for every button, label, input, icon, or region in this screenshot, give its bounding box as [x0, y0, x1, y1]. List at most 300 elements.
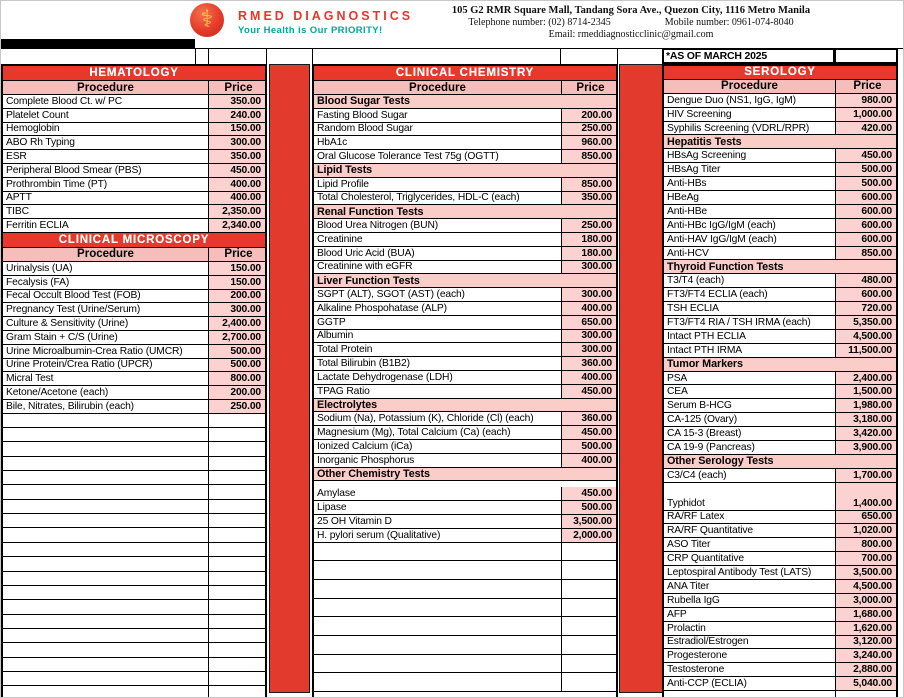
price-cell: 650.00	[836, 511, 896, 524]
price-cell: 300.00	[562, 343, 616, 356]
price-cell: 3,500.00	[836, 566, 896, 579]
procedure-cell: ESR	[3, 150, 209, 163]
price-cell: 350.00	[562, 192, 616, 205]
procedure-cell: Alkaline Phospohatase (ALP)	[314, 302, 562, 315]
contact-line	[397, 17, 865, 28]
table-row	[3, 386, 265, 400]
procedure-cell: Serum B-HCG	[664, 399, 836, 412]
price-cell: 800.00	[209, 372, 265, 385]
procedure-cell: Dengue Duo (NS1, IgG, IgM)	[664, 94, 836, 107]
spacer-row	[664, 483, 896, 497]
price-cell: 3,500.00	[562, 515, 616, 528]
table-row	[664, 288, 896, 302]
table-row	[314, 136, 616, 150]
price-cell	[209, 471, 265, 484]
procedure-cell: Total Protein	[314, 343, 562, 356]
procedure-cell: HBsAg Screening	[664, 149, 836, 162]
procedure-cell: Estradiol/Estrogen	[664, 636, 836, 649]
price-cell	[836, 483, 896, 497]
price-cell: 400.00	[562, 302, 616, 315]
procedure-cell: TSH ECLIA	[664, 302, 836, 315]
procedure-cell: HBsAg Titer	[664, 163, 836, 176]
procedure-cell: CA-125 (Ovary)	[664, 413, 836, 426]
procedure-cell	[314, 561, 562, 579]
empty-row	[3, 586, 265, 600]
empty-row	[314, 673, 616, 692]
procedure-cell: Urine Protein/Crea Ratio (UPCR)	[3, 359, 209, 372]
table-row	[314, 261, 616, 275]
price-cell: 200.00	[209, 290, 265, 303]
price-cell: 720.00	[836, 302, 896, 315]
procedure-cell: Fasting Blood Sugar	[314, 109, 562, 122]
brand-name: RMED DIAGNOSTICS	[238, 9, 414, 23]
price-cell: 450.00	[836, 149, 896, 162]
table-row	[314, 109, 616, 123]
price-cell: 400.00	[209, 178, 265, 191]
empty-row	[3, 514, 265, 528]
procedure-cell	[3, 586, 209, 599]
table-row	[664, 122, 896, 136]
price-cell	[562, 561, 616, 579]
table-row	[314, 219, 616, 233]
procedure-cell: RA/RF Quantitative	[664, 524, 836, 537]
table-row	[664, 385, 896, 399]
price-cell: 400.00	[209, 192, 265, 205]
procedure-cell	[3, 471, 209, 484]
procedure-cell: FT3/FT4 ECLIA (each)	[664, 288, 836, 301]
procedure-cell	[3, 485, 209, 498]
empty-row	[3, 528, 265, 542]
table-row	[314, 529, 616, 543]
price-cell: 300.00	[562, 261, 616, 274]
price-cell: 350.00	[209, 95, 265, 108]
procedure-cell: Anti-HBe	[664, 205, 836, 218]
procedure-cell: Albumin	[314, 330, 562, 343]
procedure-cell: TPAG Ratio	[314, 385, 562, 398]
price-cell: 300.00	[209, 136, 265, 149]
table-row	[314, 123, 616, 137]
section-header: Blood Sugar Tests	[314, 95, 616, 109]
table-row	[3, 219, 265, 233]
price-cell: 850.00	[562, 178, 616, 191]
section-header: Hepatitis Tests	[664, 135, 896, 149]
empty-row	[3, 643, 265, 657]
price-cell: 240.00	[209, 109, 265, 122]
price-cell: 300.00	[562, 288, 616, 301]
table-row	[3, 290, 265, 304]
grid-line	[195, 48, 196, 64]
brand-tagline: Your Health is Our PRIORITY!	[238, 25, 383, 36]
procedure-cell: Urinalysis (UA)	[3, 262, 209, 275]
section-header: Renal Function Tests	[314, 205, 616, 219]
procedure-cell: Platelet Count	[3, 109, 209, 122]
price-cell: 300.00	[209, 303, 265, 316]
procedure-cell: Anti-HBs	[664, 177, 836, 190]
procedure-cell: Rubella IgG	[664, 594, 836, 607]
grid-line	[560, 48, 561, 64]
empty-row	[3, 572, 265, 586]
price-header: Price	[209, 248, 265, 261]
table-row	[664, 372, 896, 386]
table-row	[3, 345, 265, 359]
procedure-cell: GGTP	[314, 316, 562, 329]
price-cell: 1,020.00	[836, 524, 896, 537]
caduceus-icon: ⚕	[200, 6, 214, 33]
procedure-header: Procedure	[3, 248, 209, 261]
red-separator-strip	[269, 64, 310, 693]
table-row	[3, 178, 265, 192]
table-row	[664, 219, 896, 233]
table-row	[664, 608, 896, 622]
price-header: Price	[562, 81, 616, 94]
price-cell	[209, 600, 265, 613]
procedure-cell	[3, 514, 209, 527]
procedure-cell: Total Cholesterol, Triglycerides, HDL-C (each)	[314, 192, 562, 205]
procedure-cell: Creatinine with eGFR	[314, 261, 562, 274]
price-cell: 150.00	[209, 123, 265, 136]
price-cell: 200.00	[209, 386, 265, 399]
procedure-cell	[314, 543, 562, 561]
price-cell: 420.00	[836, 122, 896, 135]
price-cell: 850.00	[836, 247, 896, 260]
table-row	[314, 371, 616, 385]
procedure-cell: CA 19-9 (Pancreas)	[664, 441, 836, 454]
price-cell: 500.00	[836, 163, 896, 176]
grid-line	[617, 48, 618, 64]
table-row	[3, 123, 265, 137]
price-cell	[209, 457, 265, 470]
table-row	[3, 331, 265, 345]
procedure-cell	[3, 672, 209, 685]
price-cell	[209, 514, 265, 527]
procedure-cell: Pregnancy Test (Urine/Serum)	[3, 303, 209, 316]
price-cell	[209, 500, 265, 513]
price-cell	[209, 643, 265, 656]
table-title: HEMATOLOGY	[3, 66, 265, 81]
table-row	[314, 150, 616, 164]
table-row	[314, 288, 616, 302]
procedure-cell	[3, 457, 209, 470]
procedure-cell: H. pylori serum (Qualitative)	[314, 529, 562, 542]
table-row	[3, 372, 265, 386]
table-row	[3, 192, 265, 206]
empty-row	[664, 691, 896, 698]
procedure-cell: Lactate Dehydrogenase (LDH)	[314, 371, 562, 384]
table-row	[3, 109, 265, 123]
procedure-cell: Fecalysis (FA)	[3, 276, 209, 289]
table-row	[664, 344, 896, 358]
table-row	[3, 95, 265, 109]
grid-line	[266, 48, 267, 64]
procedure-cell: Prothrombin Time (PT)	[3, 178, 209, 191]
table-row	[664, 663, 896, 677]
procedure-cell	[3, 500, 209, 513]
table-row	[664, 441, 896, 455]
section-header: Lipid Tests	[314, 164, 616, 178]
email-line: Email: rmeddiagnosticclinic@gmail.com	[548, 29, 714, 40]
procedure-cell: HbA1c	[314, 136, 562, 149]
price-cell: 1,620.00	[836, 622, 896, 635]
price-cell: 500.00	[562, 440, 616, 453]
table-row	[3, 164, 265, 178]
price-cell: 450.00	[562, 385, 616, 398]
price-cell	[209, 672, 265, 685]
price-cell: 200.00	[562, 109, 616, 122]
table-row	[314, 385, 616, 399]
table-row	[664, 177, 896, 191]
price-cell: 450.00	[209, 164, 265, 177]
empty-row	[314, 636, 616, 655]
table-title: CLINICAL MICROSCOPY	[3, 233, 265, 248]
table-row	[664, 399, 896, 413]
procedure-cell: Random Blood Sugar	[314, 123, 562, 136]
procedure-cell	[314, 617, 562, 635]
section-header: Other Serology Tests	[664, 455, 896, 469]
telephone-number: Telephone number: (02) 8714-2345	[468, 17, 611, 28]
empty-row	[3, 414, 265, 428]
divider-band	[1, 39, 195, 48]
procedure-cell: Leptospiral Antibody Test (LATS)	[664, 566, 836, 579]
table-row	[664, 247, 896, 261]
price-cell: 2,700.00	[209, 331, 265, 344]
table-row	[664, 149, 896, 163]
price-cell: 5,040.00	[836, 677, 896, 690]
table-row	[314, 178, 616, 192]
procedure-cell: Gram Stain + C/S (Urine)	[3, 331, 209, 344]
price-cell	[562, 580, 616, 598]
table-row	[314, 515, 616, 529]
price-cell: 1,500.00	[836, 385, 896, 398]
table-row	[664, 191, 896, 205]
procedure-cell	[314, 673, 562, 691]
price-cell: 2,880.00	[836, 663, 896, 676]
price-cell: 500.00	[562, 501, 616, 514]
procedure-cell	[314, 599, 562, 617]
grid-line	[208, 48, 209, 64]
table-row	[3, 400, 265, 414]
empty-row	[314, 599, 616, 618]
table-row	[664, 94, 896, 108]
empty-row	[314, 655, 616, 674]
table-row	[664, 302, 896, 316]
procedure-cell: Oral Glucose Tolerance Test 75g (OGTT)	[314, 150, 562, 163]
procedure-cell: CEA	[664, 385, 836, 398]
price-cell: 400.00	[562, 454, 616, 467]
table-row	[3, 317, 265, 331]
procedure-cell: Fecal Occult Blood Test (FOB)	[3, 290, 209, 303]
price-cell	[562, 636, 616, 654]
price-header: Price	[209, 81, 265, 94]
price-cell: 600.00	[836, 191, 896, 204]
table-row	[3, 276, 265, 290]
procedure-cell: Intact PTH ECLIA	[664, 330, 836, 343]
price-cell: 250.00	[209, 400, 265, 413]
table-row	[664, 538, 896, 552]
procedure-cell: PSA	[664, 372, 836, 385]
procedure-cell: Ketone/Acetone (each)	[3, 386, 209, 399]
procedure-cell: Urine Microalbumin-Crea Ratio (UMCR)	[3, 345, 209, 358]
empty-row	[3, 457, 265, 471]
table-row	[664, 413, 896, 427]
procedure-cell: Bile, Nitrates, Bilirubin (each)	[3, 400, 209, 413]
price-cell: 980.00	[836, 94, 896, 107]
procedure-cell: Inorganic Phosphorus	[314, 454, 562, 467]
procedure-cell	[314, 580, 562, 598]
table-row	[3, 136, 265, 150]
price-cell: 500.00	[209, 359, 265, 372]
table-row	[664, 205, 896, 219]
price-cell	[562, 673, 616, 691]
procedure-cell: SGPT (ALT), SGOT (AST) (each)	[314, 288, 562, 301]
column-header-row	[3, 248, 265, 262]
empty-row	[3, 500, 265, 514]
price-cell: 360.00	[562, 412, 616, 425]
price-cell: 3,120.00	[836, 636, 896, 649]
empty-row	[3, 428, 265, 442]
procedure-cell: Prolactin	[664, 622, 836, 635]
price-cell: 3,420.00	[836, 427, 896, 440]
price-cell: 800.00	[836, 538, 896, 551]
empty-row	[3, 658, 265, 672]
procedure-cell	[314, 655, 562, 673]
table-row	[664, 636, 896, 650]
table-title: CLINICAL CHEMISTRY	[314, 66, 616, 81]
procedure-cell: Anti-HBc IgG/IgM (each)	[664, 219, 836, 232]
procedure-header: Procedure	[664, 80, 836, 93]
rmed-logo	[190, 3, 224, 37]
procedure-cell: Blood Urea Nitrogen (BUN)	[314, 219, 562, 232]
price-cell: 300.00	[562, 330, 616, 343]
section-header: Thyroid Function Tests	[664, 260, 896, 274]
procedure-cell: Sodium (Na), Potassium (K), Chloride (Cl) (each)	[314, 412, 562, 425]
table-row	[664, 497, 896, 511]
procedure-cell: ASO Titer	[664, 538, 836, 551]
procedure-cell: HIV Screening	[664, 108, 836, 121]
price-cell: 3,900.00	[836, 441, 896, 454]
hematology-microscopy-table	[1, 64, 267, 698]
empty-row	[3, 686, 265, 698]
table-row	[314, 440, 616, 454]
procedure-cell: Testosterone	[664, 663, 836, 676]
price-cell: 2,350.00	[209, 205, 265, 218]
as-of-empty-cell	[834, 48, 898, 64]
empty-row	[3, 600, 265, 614]
price-cell: 500.00	[836, 177, 896, 190]
price-cell	[209, 528, 265, 541]
price-cell: 1,000.00	[836, 108, 896, 121]
price-cell	[209, 586, 265, 599]
table-title: SEROLOGY	[664, 66, 896, 80]
price-cell: 450.00	[562, 487, 616, 500]
price-cell: 500.00	[209, 345, 265, 358]
price-cell: 600.00	[836, 288, 896, 301]
table-row	[664, 677, 896, 691]
empty-row	[3, 442, 265, 456]
procedure-cell	[3, 615, 209, 628]
price-cell	[209, 414, 265, 427]
procedure-cell: Blood Uric Acid (BUA)	[314, 247, 562, 260]
address-block	[397, 5, 865, 40]
table-row	[314, 501, 616, 515]
table-row	[314, 302, 616, 316]
price-cell	[209, 428, 265, 441]
procedure-cell: Typhidot	[664, 497, 836, 510]
price-cell: 1,400.00	[836, 497, 896, 510]
table-row	[314, 426, 616, 440]
procedure-cell: Ionized Calcium (iCa)	[314, 440, 562, 453]
procedure-cell	[3, 658, 209, 671]
empty-row	[314, 617, 616, 636]
procedure-cell: Creatinine	[314, 233, 562, 246]
procedure-cell: Magnesium (Mg), Total Calcium (Ca) (each)	[314, 426, 562, 439]
procedure-cell: C3/C4 (each)	[664, 469, 836, 482]
procedure-cell	[3, 428, 209, 441]
procedure-cell: Anti-HCV	[664, 247, 836, 260]
procedure-cell	[3, 686, 209, 698]
price-cell	[209, 658, 265, 671]
table-row	[314, 357, 616, 371]
empty-row	[314, 580, 616, 599]
empty-row	[3, 672, 265, 686]
table-row	[314, 412, 616, 426]
address-line: 105 G2 RMR Square Mall, Tandang Sora Ave., Quezon City, 1116 Metro Manila	[451, 5, 811, 16]
price-cell: 1,980.00	[836, 399, 896, 412]
procedure-cell: CRP Quantitative	[664, 552, 836, 565]
procedure-cell	[314, 636, 562, 654]
procedure-cell	[3, 414, 209, 427]
price-cell: 250.00	[562, 123, 616, 136]
price-cell	[209, 629, 265, 642]
procedure-cell: AFP	[664, 608, 836, 621]
price-cell	[562, 599, 616, 617]
table-row	[664, 594, 896, 608]
table-row	[314, 330, 616, 344]
price-cell	[209, 543, 265, 556]
empty-row	[3, 615, 265, 629]
price-cell: 250.00	[562, 219, 616, 232]
empty-row	[3, 557, 265, 571]
procedure-cell: Progesterone	[664, 649, 836, 662]
red-separator-strip	[619, 64, 663, 693]
price-cell: 2,000.00	[562, 529, 616, 542]
price-cell: 2,400.00	[836, 372, 896, 385]
table-row	[3, 150, 265, 164]
table-row	[664, 552, 896, 566]
procedure-header: Procedure	[3, 81, 209, 94]
procedure-cell: Anti-HAV IgG/IgM (each)	[664, 233, 836, 246]
table-row	[3, 303, 265, 317]
procedure-cell: Micral Test	[3, 372, 209, 385]
price-cell: 1,680.00	[836, 608, 896, 621]
section-header: Liver Function Tests	[314, 274, 616, 288]
price-cell: 3,180.00	[836, 413, 896, 426]
price-cell: 600.00	[836, 205, 896, 218]
table-row	[664, 622, 896, 636]
section-header: Tumor Markers	[664, 358, 896, 372]
procedure-cell: Lipase	[314, 501, 562, 514]
price-cell	[209, 686, 265, 698]
empty-row	[3, 629, 265, 643]
table-row	[314, 343, 616, 357]
procedure-cell: Anti-CCP (ECLIA)	[664, 677, 836, 690]
section-header: Electrolytes	[314, 399, 616, 413]
table-row	[314, 192, 616, 206]
price-cell: 2,400.00	[209, 317, 265, 330]
price-cell: 600.00	[836, 219, 896, 232]
price-cell	[209, 572, 265, 585]
price-cell: 180.00	[562, 233, 616, 246]
procedure-cell: Intact PTH IRMA	[664, 344, 836, 357]
